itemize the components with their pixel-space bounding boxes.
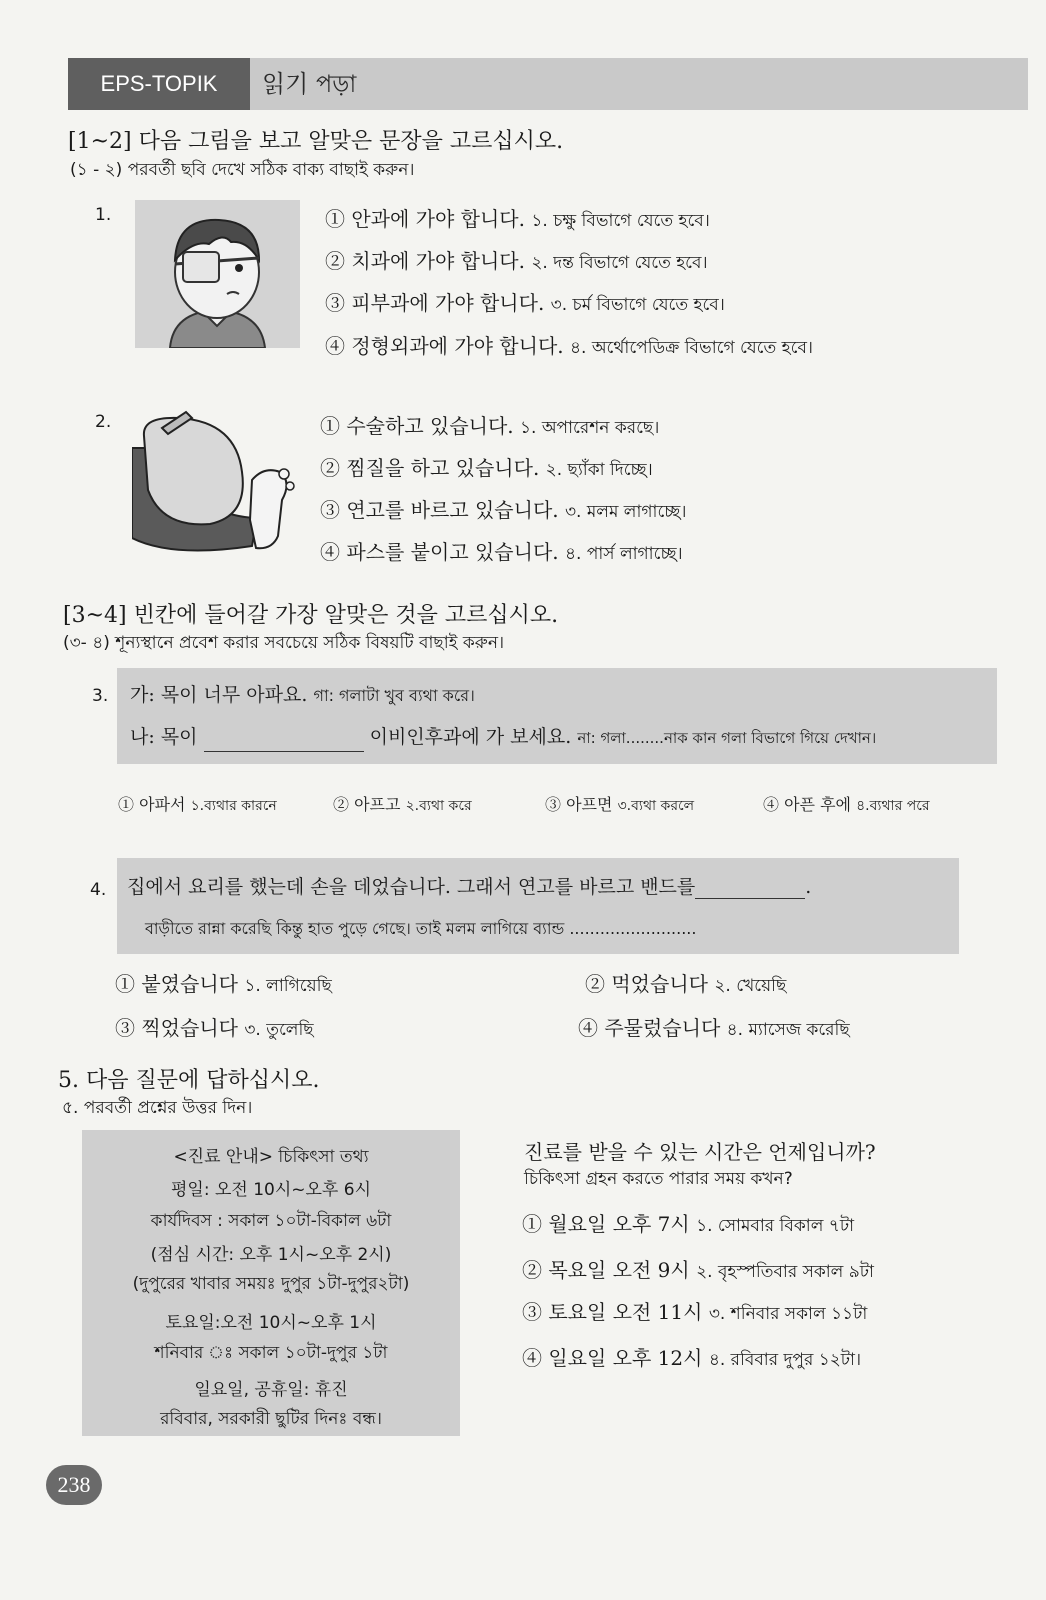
q1-option-3-bn: ৩. চর্ম বিভাগে যেতে হবে। <box>550 295 725 315</box>
q1-option-3-ko: ③ 피부과에 가야 합니다. <box>325 291 545 315</box>
q3-line2-ko-b: 이비인후과에 가 보세요. <box>369 726 572 748</box>
q2-option-3-ko: ③ 연고를 바르고 있습니다. <box>320 498 559 522</box>
q4-option-4-ko: ④ 주물렀습니다 <box>578 1016 721 1040</box>
clinic-info-box <box>82 1130 460 1436</box>
q4-sentence-ko: 집에서 요리를 했는데 손을 데었습니다. 그래서 연고를 바르고 밴드를 <box>127 876 696 898</box>
q4-option-3-bn: ৩. তুলেছি <box>244 1020 314 1040</box>
q3-option-3[interactable] <box>545 792 694 818</box>
q4-option-2-bn: ২. খেয়েছি <box>714 976 787 996</box>
info-line-3: কার্যদিবস : সকাল ১০টা-বিকাল ৬টা <box>150 1211 392 1231</box>
q2-option-2-ko: ② 찜질을 하고 있습니다. <box>320 456 540 480</box>
q3-dialogue-box <box>117 668 997 764</box>
q3-option-4[interactable] <box>763 792 930 818</box>
eye-patch-person-icon <box>135 200 300 348</box>
info-line-5: (দুপুরের খাবার সময়ঃ দুপুর ১টা-দুপুর২টা) <box>132 1274 410 1294</box>
q4-option-1-bn: ১. লাগিয়েছি <box>244 976 332 996</box>
q3-option-3-bn: ৩.ব্যথা করলে <box>617 798 695 814</box>
q1-option-1-bn: ১. চক্ষু বিভাগে যেতে হবে। <box>531 211 710 231</box>
q5-option-1-ko: ① 월요일 오후 7시 <box>522 1212 690 1236</box>
header-title: 읽기 পড়া <box>262 70 357 98</box>
q4-sentence-bn-wrap <box>145 916 696 943</box>
q2-option-2-bn: ২. ছ্যাঁকা দিচ্ছে। <box>545 460 653 480</box>
info-line-6: 토요일:오전 10시~오후 1시 <box>165 1313 377 1333</box>
q1-option-3[interactable] <box>325 287 725 320</box>
q3-option-4-ko: ④ 아픈 후에 <box>763 795 851 814</box>
q1-option-4[interactable] <box>325 330 813 363</box>
q5-instruction-bn: ৫. পরবর্তী প্রশ্নের উত্তর দিন। <box>62 1098 253 1118</box>
q4-sentence-bn: বাড়ীতে রান্না করেছি কিন্তু হাত পুড়ে গেছে। তাই মলম লাগিয়ে ব্যান্ড ......................... <box>145 919 697 938</box>
q5-option-3-bn: ৩. শনিবার সকাল ১১টা <box>708 1304 868 1324</box>
q5-question: 진료를 받을 수 있는 시간은 언제입니까? <box>524 1140 876 1164</box>
q5-option-1[interactable] <box>522 1208 854 1241</box>
q1-option-4-bn: ৪. অর্থোপেডিক্র বিভাগে যেতে হবে। <box>570 338 813 358</box>
q3-option-1-bn: ১.ব্যথার কারনে <box>190 798 277 814</box>
q3-option-4-bn: ৪.ব্যথার পরে <box>856 798 930 814</box>
q1-option-4-ko: ④ 정형외과에 가야 합니다. <box>325 334 564 358</box>
q4-option-2[interactable] <box>585 968 786 1001</box>
q2-option-1-ko: ① 수술하고 있습니다. <box>320 414 514 438</box>
section1-instruction-bn: (১ - ২) পরবর্তী ছবি দেখে সঠিক বাক্য বাছাই করুন। <box>70 160 415 180</box>
q3-line2-bn: না: গলা........নাক কান গলা বিভাগে গিয়ে দেখান। <box>577 729 877 747</box>
info-line-2: 평일: 오전 10시~오후 6시 <box>170 1180 371 1200</box>
q2-option-2[interactable] <box>320 452 653 485</box>
q5-option-3-ko: ③ 토요일 오전 11시 <box>522 1300 703 1324</box>
info-line-8: 일요일, 공휴일: 휴진 <box>194 1380 348 1400</box>
info-line-9: রবিবার, সরকারী ছুটির দিনঃ বন্ধ। <box>160 1409 382 1429</box>
q5-option-2-bn: ২. বৃহস্পতিবার সকাল ৯টা <box>696 1262 874 1282</box>
q2-option-4[interactable] <box>320 536 683 569</box>
q5-option-2[interactable] <box>522 1254 874 1287</box>
q4-option-4-bn: ৪. ম্যাসেজ করেছি <box>726 1020 850 1040</box>
q4-option-3-ko: ③ 찍었습니다 <box>115 1016 238 1040</box>
q4-option-1[interactable] <box>115 968 332 1001</box>
q5-option-4-ko: ④ 일요일 오후 12시 <box>522 1346 703 1370</box>
q3-line1-bn: গা: গলাটা খুব ব্যথা করে। <box>313 686 475 705</box>
q5-option-2-ko: ② 목요일 오전 9시 <box>522 1258 690 1282</box>
q3-option-2-bn: ২.ব্যথা করে <box>405 798 472 814</box>
bandaged-foot-icon <box>132 408 297 558</box>
q4-option-2-ko: ② 먹었습니다 <box>585 972 708 996</box>
q1-option-2-ko: ② 치과에 가야 합니다. <box>325 249 525 273</box>
q1-number: 1. <box>95 205 112 225</box>
section2-instruction-bn: (৩- ৪) শূন্যস্থানে প্রবেশ করার সবচেয়ে সঠিক বিষয়টি বাছাই করুন। <box>63 633 505 653</box>
info-line-4: (점심 시간: 오후 1시~오후 2시) <box>150 1245 392 1265</box>
q4-sentence <box>127 872 811 899</box>
q2-number: 2. <box>95 412 112 432</box>
q4-option-4[interactable] <box>578 1012 850 1045</box>
q2-option-4-ko: ④ 파스를 붙이고 있습니다. <box>320 540 559 564</box>
q4-option-3[interactable] <box>115 1012 314 1045</box>
q5-question-bn: চিকিৎসা গ্রহন করতে পারার সময় কখন? <box>524 1169 793 1189</box>
info-line-7: শনিবার ঃ সকাল ১০টা-দুপুর ১টা <box>154 1343 388 1363</box>
q3-option-2[interactable] <box>333 792 472 818</box>
section1-instruction: [1~2] 다음 그림을 보고 알맞은 문장을 고르십시오. <box>68 129 564 154</box>
q3-blank[interactable] <box>204 729 364 752</box>
q2-option-3[interactable] <box>320 494 686 527</box>
q1-option-2-bn: ২. দন্ত বিভাগে যেতে হবে। <box>531 253 708 273</box>
q4-sentence-end: . <box>805 876 812 898</box>
q3-number: 3. <box>92 686 109 706</box>
q3-line2 <box>130 722 876 752</box>
q1-option-1[interactable] <box>325 203 710 236</box>
q3-line1 <box>130 680 475 710</box>
q3-line2-ko-a: 나: 목이 <box>130 726 198 748</box>
q3-line1-ko: 가: 목이 너무 아파요. <box>130 684 308 706</box>
q2-option-1-bn: ১. অপারেশন করছে। <box>520 418 660 438</box>
q5-option-4[interactable] <box>522 1342 861 1375</box>
q2-option-4-bn: ৪. পার্স লাগাচ্ছে। <box>565 544 683 564</box>
q5-instruction: 5. 다음 질문에 답하십시오. <box>58 1068 320 1093</box>
q5-option-4-bn: ৪. রবিবার দুপুর ১২টা। <box>708 1350 862 1370</box>
q4-option-1-ko: ① 붙였습니다 <box>115 972 238 996</box>
q2-option-1[interactable] <box>320 410 659 443</box>
q1-option-2[interactable] <box>325 245 708 278</box>
q3-option-1-ko: ① 아파서 <box>118 795 186 814</box>
q4-sentence-box <box>117 858 959 954</box>
q5-option-3[interactable] <box>522 1296 867 1329</box>
q3-option-2-ko: ② 아프고 <box>333 795 401 814</box>
info-line-1: <진료 안내> চিকিৎসা তথ্য <box>173 1147 369 1167</box>
q3-option-1[interactable] <box>118 792 277 818</box>
q3-option-3-ko: ③ 아프면 <box>545 795 613 814</box>
page-number: 238 <box>46 1465 102 1505</box>
q2-option-3-bn: ৩. মলম লাগাচ্ছে। <box>565 502 687 522</box>
q5-option-1-bn: ১. সোমবার বিকাল ৭টা <box>696 1216 855 1236</box>
header-tag: EPS-TOPIK <box>68 58 250 110</box>
q4-number: 4. <box>90 880 107 900</box>
section2-instruction: [3~4] 빈칸에 들어갈 가장 알맞은 것을 고르십시오. <box>63 603 559 628</box>
q1-option-1-ko: ① 안과에 가야 합니다. <box>325 207 525 231</box>
q4-blank[interactable] <box>695 876 805 899</box>
